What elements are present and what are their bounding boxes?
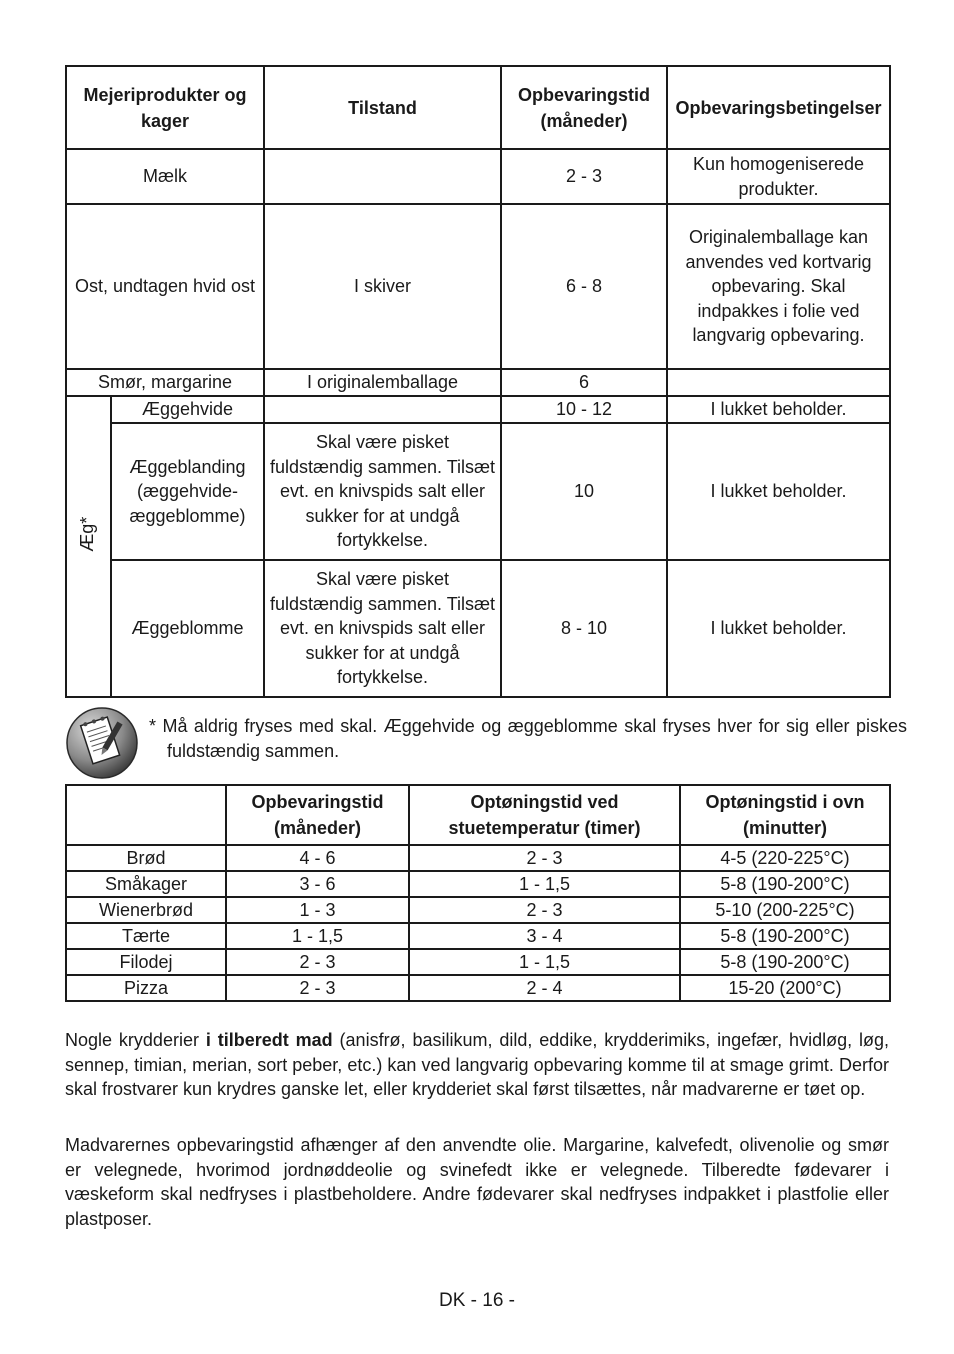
cell-storage: 2 - 3 bbox=[226, 949, 409, 975]
cell-conditions bbox=[667, 369, 890, 396]
cell-item: Pizza bbox=[66, 975, 226, 1001]
header-empty bbox=[66, 785, 226, 845]
cell-item: Brød bbox=[66, 845, 226, 871]
cell-time: 8 - 10 bbox=[501, 560, 667, 697]
egg-group-label: Æg* bbox=[76, 516, 97, 552]
cell-conditions: I lukket beholder. bbox=[667, 396, 890, 423]
table-row bbox=[66, 975, 890, 1001]
cell-product: Mælk bbox=[66, 149, 264, 204]
cell-oven: 5-8 (190-200°C) bbox=[680, 949, 890, 975]
cell-state bbox=[264, 149, 501, 204]
paragraph-text-end: (anisfrø, basilikum, dild, eddike, krydderimiks, ingefær, hvidløg, løg, sennep, timian, merian, sort peber, etc.) kan ved langvarig opbevaring komme til at smage grimt. Derfor skal frostvarer kun krydres ganske let, eller krydderiet skal først tilsættes, når madvarerne er tøet op. bbox=[65, 1030, 889, 1099]
spices-paragraph bbox=[65, 1028, 889, 1102]
table-row bbox=[66, 845, 890, 871]
cell-oven: 5-8 (190-200°C) bbox=[680, 871, 890, 897]
table-row bbox=[66, 923, 890, 949]
note-text: * Må aldrig fryses med skal. Æggehvide og æggeblomme skal fryses hver for sig eller piskes fuldstændig sammen. bbox=[149, 716, 907, 761]
header-state: Tilstand bbox=[264, 66, 501, 149]
header-oven-thaw: Optøningstid i ovn (minutter) bbox=[680, 785, 890, 845]
oils-paragraph: Madvarernes opbevaringstid afhænger af den anvendte olie. Margarine, kalvefedt, olivenolie og smør er velegnede, hvorimod jordnøddeolie og svinefedt ikke er velegnede. Tilberedte fødevarer i væskeform skal nedfryses i plastbeholdere. Andre fødevarer skal nedfryses indpakket i plastfolie eller plastposer. bbox=[65, 1135, 889, 1229]
cell-room: 3 - 4 bbox=[409, 923, 680, 949]
table-row bbox=[66, 871, 890, 897]
table-row bbox=[66, 949, 890, 975]
table-row bbox=[66, 204, 890, 369]
notepad-pencil-icon bbox=[65, 706, 139, 780]
cell-state bbox=[264, 396, 501, 423]
cell-product: Æggehvide bbox=[111, 396, 264, 423]
cell-product: Smør, margarine bbox=[66, 369, 264, 396]
cell-product: Æggeblanding (æggehvide-æggeblomme) bbox=[111, 423, 264, 560]
cell-time: 10 - 12 bbox=[501, 396, 667, 423]
cell-oven: 5-10 (200-225°C) bbox=[680, 897, 890, 923]
bakery-thawing-table bbox=[65, 784, 891, 1002]
cell-storage: 1 - 1,5 bbox=[226, 923, 409, 949]
cell-room: 2 - 4 bbox=[409, 975, 680, 1001]
cell-conditions: I lukket beholder. bbox=[667, 423, 890, 560]
cell-room: 2 - 3 bbox=[409, 845, 680, 871]
cell-state: Skal være pisket fuldstændig sammen. Tilsæt evt. en knivspids salt eller sukker for at undgå fortykkelse. bbox=[264, 560, 501, 697]
cell-oven: 15-20 (200°C) bbox=[680, 975, 890, 1001]
paragraph-text-start: Nogle krydderier bbox=[65, 1030, 206, 1050]
cell-oven: 5-8 (190-200°C) bbox=[680, 923, 890, 949]
cell-state: Skal være pisket fuldstændig sammen. Tilsæt evt. en knivspids salt eller sukker for at undgå fortykkelse. bbox=[264, 423, 501, 560]
egg-group-label-cell bbox=[66, 396, 111, 697]
cell-time: 6 bbox=[501, 369, 667, 396]
cell-item: Tærte bbox=[66, 923, 226, 949]
cell-product: Ost, undtagen hvid ost bbox=[66, 204, 264, 369]
table-row bbox=[66, 369, 890, 396]
cell-oven: 4-5 (220-225°C) bbox=[680, 845, 890, 871]
cell-time: 6 - 8 bbox=[501, 204, 667, 369]
header-product: Mejeriprodukter og kager bbox=[66, 66, 264, 149]
header-storage-time: Opbevaringstid (måneder) bbox=[226, 785, 409, 845]
cell-room: 1 - 1,5 bbox=[409, 949, 680, 975]
table-row bbox=[66, 423, 890, 560]
table-header-row bbox=[66, 785, 890, 845]
header-conditions: Opbevaringsbetingelser bbox=[667, 66, 890, 149]
header-room-thaw: Optøningstid ved stuetemperatur (timer) bbox=[409, 785, 680, 845]
cell-storage: 2 - 3 bbox=[226, 975, 409, 1001]
cell-storage: 4 - 6 bbox=[226, 845, 409, 871]
page-number: DK - 16 - bbox=[438, 1290, 516, 1311]
table-row bbox=[66, 396, 890, 423]
table-header-row bbox=[66, 66, 890, 149]
cell-room: 2 - 3 bbox=[409, 897, 680, 923]
paragraph-bold-phrase: i tilberedt mad bbox=[205, 1030, 333, 1050]
cell-state: I originalemballage bbox=[264, 369, 501, 396]
cell-item: Småkager bbox=[66, 871, 226, 897]
cell-conditions: Kun homogeniserede produkter. bbox=[667, 149, 890, 204]
cell-storage: 3 - 6 bbox=[226, 871, 409, 897]
cell-conditions: I lukket beholder. bbox=[667, 560, 890, 697]
note-box bbox=[65, 706, 907, 780]
cell-item: Wienerbrød bbox=[66, 897, 226, 923]
cell-storage: 1 - 3 bbox=[226, 897, 409, 923]
cell-room: 1 - 1,5 bbox=[409, 871, 680, 897]
table-row bbox=[66, 560, 890, 697]
header-storage-time: Opbevaringstid (måneder) bbox=[501, 66, 667, 149]
cell-conditions: Originalemballage kan anvendes ved kortvarig opbevaring. Skal indpakkes i folie ved langvarig opbevaring. bbox=[667, 204, 890, 369]
cell-item: Filodej bbox=[66, 949, 226, 975]
dairy-storage-table bbox=[65, 65, 891, 698]
cell-state: I skiver bbox=[264, 204, 501, 369]
table-row bbox=[66, 897, 890, 923]
cell-product: Æggeblomme bbox=[111, 560, 264, 697]
cell-time: 10 bbox=[501, 423, 667, 560]
table-row bbox=[66, 149, 890, 204]
cell-time: 2 - 3 bbox=[501, 149, 667, 204]
